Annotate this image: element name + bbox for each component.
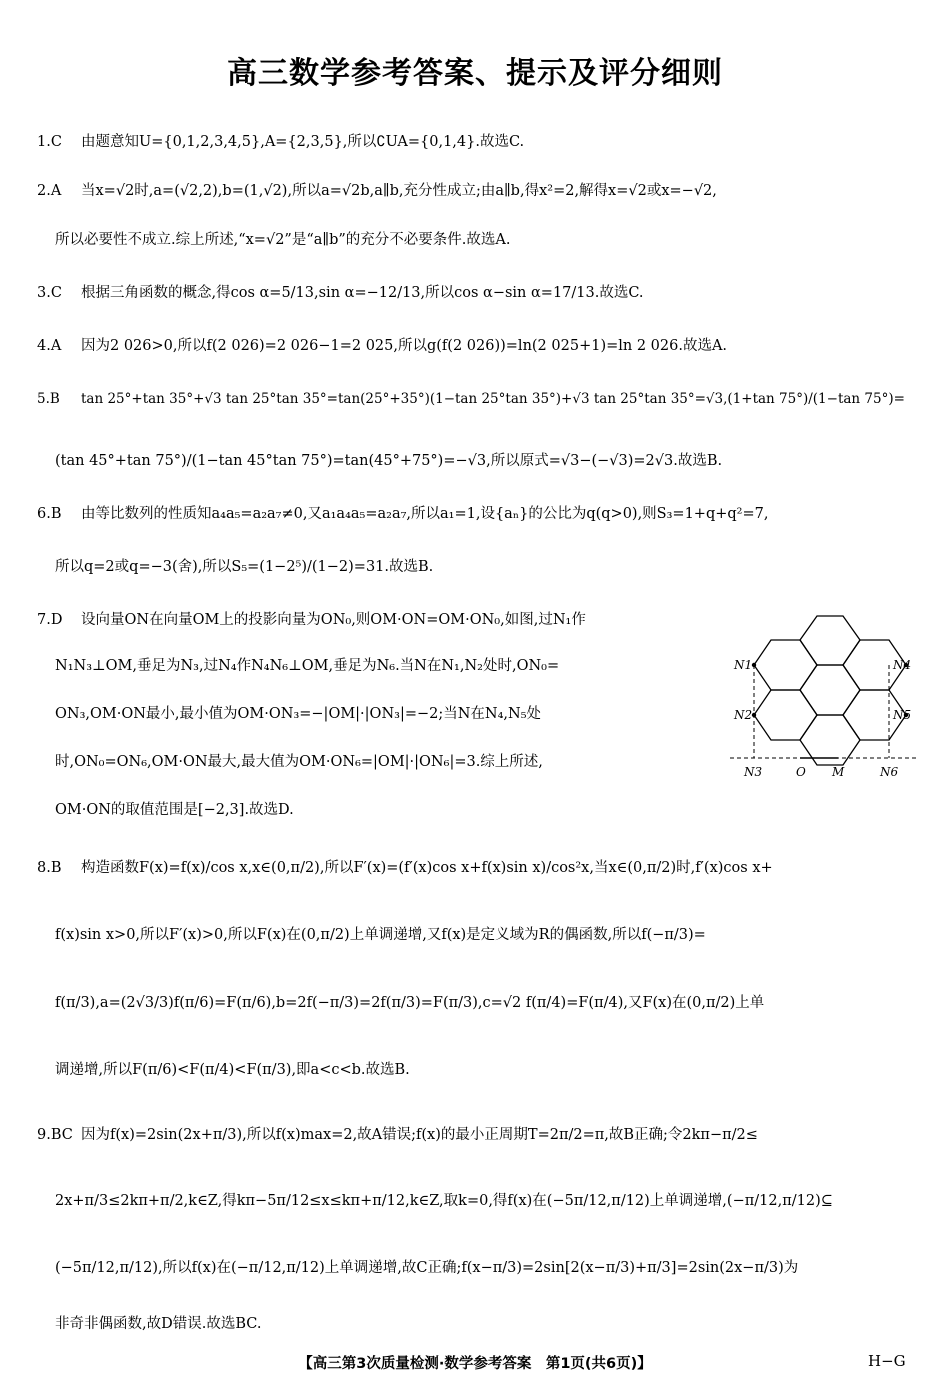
page-title: 高三数学参考答案、提示及评分细则 xyxy=(227,56,723,91)
answer-text: 因为f(x)=2sin(2x+π/3),所以f(x)max=2,故A错误;f(x)的最小正周期T=2π/2=π,故B正确;令2kπ−π/2≤ xyxy=(81,1127,758,1143)
answer-8 xyxy=(37,857,773,879)
answer-text: 所以必要性不成立.综上所述,“x=√2”是“a∥b”的充分不必要条件.故选A. xyxy=(55,232,511,248)
hexagon-figure xyxy=(720,610,920,780)
answer-number: 3.C xyxy=(37,285,62,301)
hexagon xyxy=(800,665,860,715)
answer-text: 当x=√2时,a=(√2,2),b=(1,√2),所以a=√2b,a∥b,充分性成立;由a∥b,得x²=2,解得x=√2或x=−√2, xyxy=(81,183,717,199)
point xyxy=(752,713,756,717)
answer-3 xyxy=(37,282,644,304)
answer-text: 根据三角函数的概念,得cos α=5/13,sin α=−12/13,所以cos α−sin α=17/13.故选C. xyxy=(81,285,644,301)
answer-text: 设向量ON在向量OM上的投影向量为ON₀,则OM·ON=OM·ON₀,如图,过N₁作 xyxy=(81,612,586,628)
answer-text: f(x)sin x>0,所以F′(x)>0,所以F(x)在(0,π/2)上单调递增,又f(x)是定义域为R的偶函数,所以f(−π/3)= xyxy=(55,927,706,943)
hexagon xyxy=(800,616,860,665)
answer-text: tan 25°+tan 35°+√3 tan 25°tan 35°=tan(25°+35°)(1−tan 25°tan 35°)+√3 tan 25°tan 35°=√3,(1+tan 75°)/(1−tan 75°)= xyxy=(81,391,905,407)
answer-9 xyxy=(37,1124,758,1146)
hexagon xyxy=(754,640,817,690)
hexagon xyxy=(754,690,817,740)
answer-text: 2x+π/3≤2kπ+π/2,k∈Z,得kπ−5π/12≤x≤kπ+π/12,k∈Z,取k=0,得f(x)在(−5π/12,π/12)上单调递增,(−π/12,π/12)⊆ xyxy=(55,1193,833,1209)
label-m: M xyxy=(832,765,845,779)
answer-text: ON₃,OM·ON最小,最小值为OM·ON₃=−|OM|·|ON₃|=−2;当N在N₄,N₅处 xyxy=(55,706,542,722)
answer-7 xyxy=(37,609,586,631)
label-n5: N5 xyxy=(893,708,912,722)
answer-number: 9.BC xyxy=(37,1127,73,1143)
answer-text: 非奇非偶函数,故D错误.故选BC. xyxy=(55,1316,262,1332)
answer-text: 由题意知U={0,1,2,3,4,5},A={2,3,5},所以∁UA={0,1,4}.故选C. xyxy=(81,134,525,150)
answer-text: 因为2 026>0,所以f(2 026)=2 026−1=2 025,所以g(f(2 026))=ln(2 025+1)=ln 2 026.故选A. xyxy=(81,338,728,354)
answer-number: 2.A xyxy=(37,183,62,199)
version-code: H−G xyxy=(868,1352,906,1370)
answer-text: (tan 45°+tan 75°)/(1−tan 45°tan 75°)=tan(45°+75°)=−√3,所以原式=√3−(−√3)=2√3.故选B. xyxy=(55,453,723,469)
label-n2: N2 xyxy=(734,708,753,722)
answer-text: 由等比数列的性质知a₄a₅=a₂a₇≠0,又a₁a₄a₅=a₂a₇,所以a₁=1,设{aₙ}的公比为q(q>0),则S₃=1+q+q²=7, xyxy=(81,506,769,522)
answer-number: 7.D xyxy=(37,612,63,628)
page-footer: 【高三第3次质量检测·数学参考答案 第1页(共6页)】 xyxy=(298,1356,652,1372)
answer-number: 8.B xyxy=(37,860,62,876)
label-n3: N3 xyxy=(744,765,763,779)
label-n4: N4 xyxy=(893,658,912,672)
answer-2 xyxy=(37,180,717,202)
answer-text: N₁N₃⊥OM,垂足为N₃,过N₄作N₄N₆⊥OM,垂足为N₆.当N在N₁,N₂处时,ON₀= xyxy=(55,658,560,674)
answer-number: 5.B xyxy=(37,391,60,407)
answer-text: (−5π/12,π/12),所以f(x)在(−π/12,π/12)上单调递增,故C正确;f(x−π/3)=2sin[2(x−π/3)+π/3]=2sin(2x−π/3)为 xyxy=(55,1260,799,1276)
point xyxy=(752,663,756,667)
answer-number: 6.B xyxy=(37,506,62,522)
answer-text: 所以q=2或q=−3(舍),所以S₅=(1−2⁵)/(1−2)=31.故选B. xyxy=(55,559,434,575)
label-o: O xyxy=(796,765,806,779)
answer-1 xyxy=(37,131,524,153)
answer-number: 4.A xyxy=(37,338,62,354)
answer-5 xyxy=(37,388,905,410)
answer-4 xyxy=(37,335,727,357)
answer-text: 调递增,所以F(π/6)<F(π/4)<F(π/3),即a<c<b.故选B. xyxy=(55,1062,410,1078)
answer-6 xyxy=(37,503,768,525)
answer-text: 构造函数F(x)=f(x)/cos x,x∈(0,π/2),所以F′(x)=(f′(x)cos x+f(x)sin x)/cos²x,当x∈(0,π/2)时,f′(x)cos x+ xyxy=(81,860,773,876)
answer-text: f(π/3),a=(2√3/3)f(π/6)=F(π/6),b=2f(−π/3)=2f(π/3)=F(π/3),c=√2 f(π/4)=F(π/4),又F(x)在(0,π/2)上单 xyxy=(55,995,765,1011)
answer-text: 时,ON₀=ON₆,OM·ON最大,最大值为OM·ON₆=|OM|·|ON₆|=3.综上所述, xyxy=(55,754,543,770)
answer-number: 1.C xyxy=(37,134,62,150)
label-n1: N1 xyxy=(734,658,753,672)
answer-text: OM·ON的取值范围是[−2,3].故选D. xyxy=(55,802,294,818)
label-n6: N6 xyxy=(880,765,899,779)
